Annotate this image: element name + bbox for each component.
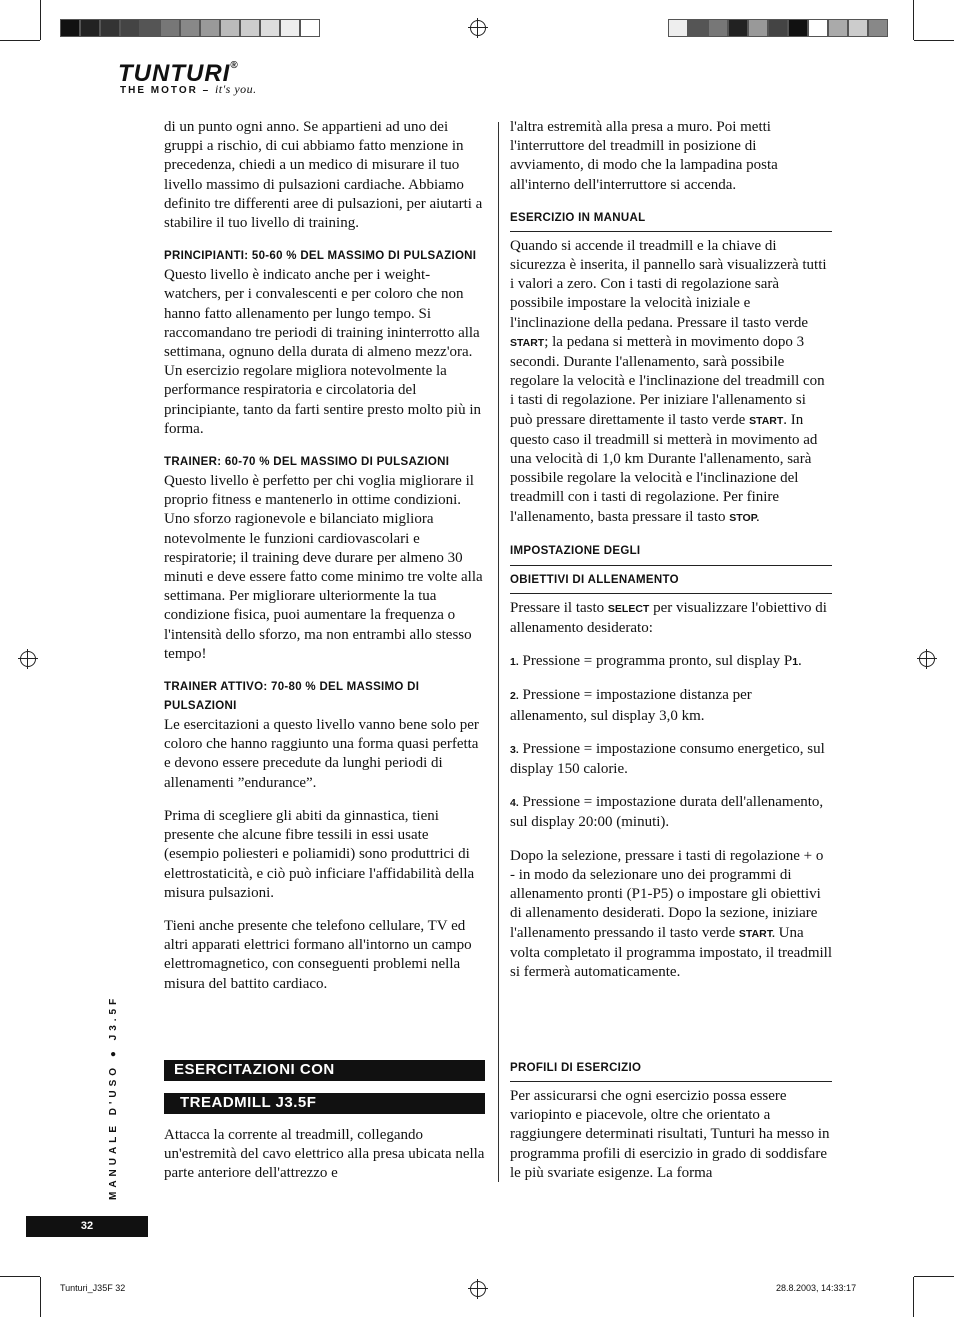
color-swatch (280, 19, 300, 37)
crop-mark (914, 1276, 954, 1277)
paragraph: Tieni anche presente che telefono cellulare, TV ed altri apparati elettrici formano all'intorno un campo elettromagnetico, con conseguenti problemi nella misura del battito cardiaco. (164, 917, 472, 992)
paragraph: Prima di scegliere gli abiti da ginnastica, tieni presente che alcune fibre tessili in essi usate (esempio poliesteri e poliamidi) sono produttrici di elettrostaticità, e ciò può inficiare l'affidabilità della misura pulsazioni. (164, 807, 475, 901)
left-column (164, 118, 486, 1008)
crop-mark (914, 40, 954, 41)
list-item: 1. Pressione = programma pronto, sul display P1. (510, 653, 802, 670)
paragraph: Pressare il tasto SELECT per visualizzare l'obiettivo di allenamento desiderato: (510, 599, 827, 637)
list-item: 4. Pressione = impostazione durata dell'allenamento, sul display 20:00 (minuti). (510, 794, 824, 831)
crop-mark (0, 40, 40, 41)
color-swatch (728, 19, 748, 37)
color-swatch (120, 19, 140, 37)
page-number: 32 (26, 1216, 148, 1237)
color-swatch (808, 19, 828, 37)
color-swatch (788, 19, 808, 37)
paragraph: Questo livello è indicato anche per i weight-watchers, per i convalescenti e per coloro che non hanno fatto allenamento per lungo tempo. Si raccomandano tre periodi di training ininterrotto alla settimana, ognuno della durata di almeno mezz'ora. Un esercizio regolare migliora notevolmente la performance respiratoria e circolatoria del principiante, tanto da farti sentire presto molto più in forma. (164, 267, 481, 437)
paragraph: Le esercitazioni a questo livello vanno bene solo per coloro che hanno raggiunto una forma quasi perfetta e devono essere precedute da lunghi periodi di allenamenti ”endurance”. (164, 717, 479, 791)
section-heading: TRAINER: 60-70 % DEL MASSIMO DI PULSAZIONI (164, 456, 450, 469)
brand-tagline: THE MOTOR – it's you. (120, 82, 257, 96)
color-strip-left (60, 19, 320, 37)
color-swatch (848, 19, 868, 37)
column-divider (498, 122, 499, 1182)
crop-mark (913, 1277, 914, 1317)
registration-mark-icon (20, 651, 36, 667)
list-item: 3. Pressione = impostazione consumo energetico, sul display 150 calorie. (510, 740, 825, 778)
section-heading: TRAINER ATTIVO: 70-80 % DEL MASSIMO DI PULSAZIONI (164, 681, 420, 713)
crop-mark (40, 1277, 41, 1317)
list-item: 2. Pressione = impostazione distanza per allenamento, sul display 3,0 km. (510, 687, 752, 724)
section-heading: PROFILI DI ESERCIZIO (510, 1059, 832, 1082)
color-swatch (100, 19, 120, 37)
section-bar-subtitle: TREADMILL J3.5F (164, 1093, 485, 1114)
color-swatch (708, 19, 728, 37)
section-heading: PRINCIPIANTI: 50-60 % DEL MASSIMO DI PULSAZIONI (164, 250, 477, 263)
paragraph: Dopo la selezione, pressare i tasti di regolazione + o - in modo da selezionare uno dei programmi di allenamento pronti (P1-P5) o impostare gli obiettivi di allenamento desiderati. Dopo la sezione, iniziare l'allenamento pressando il tasto verde START. Una volta completato il programma impostato, il treadmill si fermerà automaticamente. (510, 847, 833, 980)
color-swatch (668, 19, 688, 37)
section-heading: ESERCIZIO IN MANUAL (510, 209, 832, 232)
paragraph: Per assicurarsi che ogni esercizio possa essere variopinto e piacevole, oltre che orientato a raggiungere determinati risultati, Tunturi ha messo in programma profili di esercizio in grado di soddisfare le più svariate esigenze. La forma (510, 1088, 830, 1181)
color-swatch (220, 19, 240, 37)
section-heading: IMPOSTAZIONE DEGLI (510, 542, 832, 566)
color-swatch (160, 19, 180, 37)
color-strip-right (668, 19, 888, 37)
paragraph: Questo livello è perfetto per chi voglia migliorare il proprio fitness e mantenerlo in ottime condizioni. Uno sforzo ragionevole e bilanciato migliora notevolmente le funzioni cardiovascolari e respiratorie; il training deve durare per almeno 30 minuti e deve essere fatto come minimo tre volte alla settimana. Per migliorare ulteriormente la tua condizione fisica, puoi aumentare la frequenza o l'intensità dello sforzo, ma non entrambi allo stesso tempo! (164, 473, 483, 662)
side-manual-label: MANUALE D'USO ● J3.5F (108, 994, 119, 1200)
crop-mark (913, 0, 914, 40)
color-swatch (180, 19, 200, 37)
color-swatch (140, 19, 160, 37)
color-swatch (200, 19, 220, 37)
section-bar-title: ESERCITAZIONI CON (164, 1060, 485, 1081)
left-column-bottom (164, 1126, 486, 1198)
right-column (510, 118, 832, 996)
color-swatch (748, 19, 768, 37)
color-swatch (80, 19, 100, 37)
color-swatch (768, 19, 788, 37)
paragraph: di un punto ogni anno. Se appartieni ad uno dei gruppi a rischio, di cui abbiamo fatto menzione in precedenza, chiedi a un medico di misurare il tuo livello massimo di pulsazioni cardiache. Abbiamo definito tre differenti aree di pulsazioni, per aiutarti a stabilire il tuo livello di training. (164, 119, 483, 232)
crop-mark (40, 0, 41, 40)
right-column-bottom (510, 1059, 832, 1197)
footer-timestamp: 28.8.2003, 14:33:17 (776, 1283, 857, 1293)
registration-mark-icon (919, 651, 935, 667)
color-swatch (60, 19, 80, 37)
section-heading: OBIETTIVI DI ALLENAMENTO (510, 571, 832, 594)
color-swatch (868, 19, 888, 37)
paragraph: Quando si accende il treadmill e la chiave di sicurezza è inserita, il pannello sarà visualizzerà tutti i valori a zero. Con i tasti di regolazione sarà possibile impostare la velocità iniziale e l'inclinazione della pedana. Pressare il tasto verde START; la pedana si metterà in movimento dopo 3 secondi. Durante l'allenamento, sarà possibile regolare la velocità e l'inclinazione del treadmill con i tasti di regolazione. Per iniziare l'allenamento si può pressare direttamente il tasto verde START. In questo caso il treadmill si metterà in movimento ad una velocità di 1,0 km Durante l'allenamento, sarà possibile regolare la velocità e l'inclinazione del treadmill con i tasti di regolazione. Per finire l'allenamento, basta pressare il tasto STOP. (510, 237, 827, 525)
registration-mark-icon (470, 20, 486, 36)
color-swatch (240, 19, 260, 37)
crop-mark (0, 1276, 40, 1277)
color-swatch (828, 19, 848, 37)
footer-file-label: Tunturi_J35F 32 (60, 1283, 126, 1293)
registration-mark-icon (470, 1281, 486, 1297)
color-swatch (300, 19, 320, 37)
color-swatch (688, 19, 708, 37)
color-swatch (260, 19, 280, 37)
brand-logo: TUNTURI® (118, 60, 239, 87)
paragraph: Attacca la corrente al treadmill, collegando un'estremità del cavo elettrico alla presa ubicata nella parte anteriore dell'attrezzo e (164, 1127, 485, 1182)
paragraph: l'altra estremità alla presa a muro. Poi metti l'interruttore del treadmill in posizione di avviamento, di modo che la lampadina posta all'interno dell'interruttore si accenda. (510, 119, 778, 193)
